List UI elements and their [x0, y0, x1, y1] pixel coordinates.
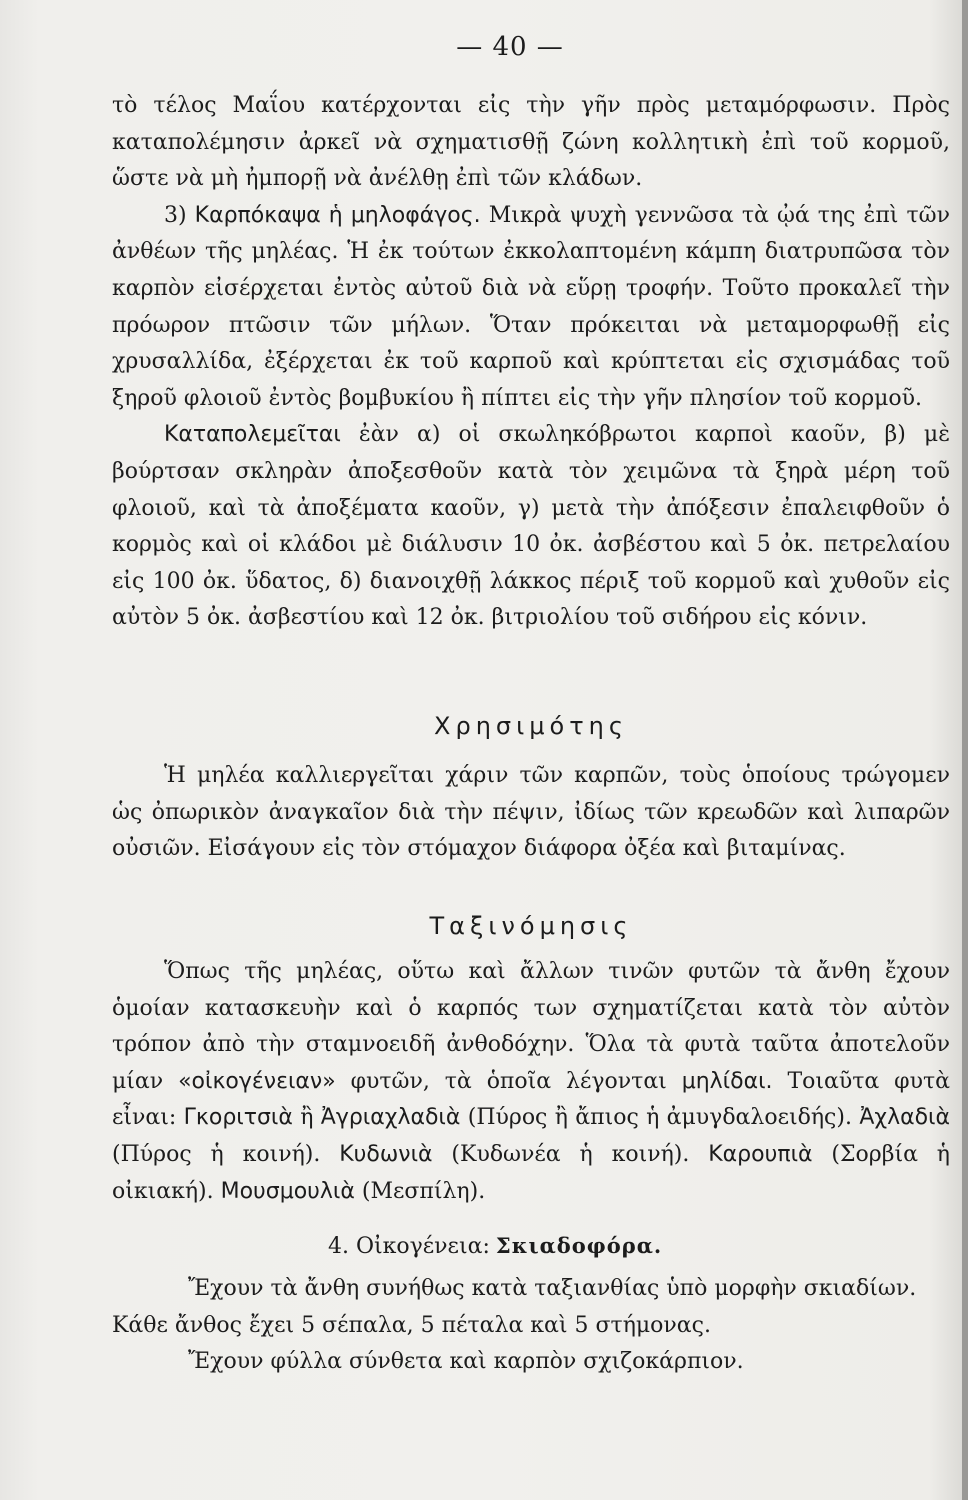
heading-usefulness: Χρησιμότης — [434, 712, 628, 740]
term-family: «οἰκογένειαν» — [178, 1068, 336, 1094]
paragraph-usefulness: Ἡ μηλέα καλλιεργεῖται χάριν τῶν καρπῶν, τοὺς ὁποίους τρώγομεν ὡς ὀπωρικὸν ἀναγκαῖον διὰ τὴν πέψιν, ἰδίως τῶν κρεωδῶν καὶ λιπαρῶν οὐσιῶν. Εἰσάγουν εἰς τὸν στόμαχον διάφορα ὀξέα καὶ βιταμίνας. — [112, 763, 950, 862]
plant-name: Ἀγριαχλαδιὰ — [320, 1105, 461, 1131]
text-segment: (Πύρος ἢ ἄπιος ἡ ἀμυγδαλοειδής). — [460, 1105, 860, 1131]
description-line: Ἔχουν φύλλα σύνθετα καὶ καρπὸν σχιζοκάρπιον. — [188, 1349, 744, 1374]
text-segment: ἢ — [292, 1105, 321, 1131]
pest-name: Καρπόκαψα ἡ μηλοφάγος. — [194, 202, 481, 228]
text-segment: (Κυδωνέα ἡ κοινή). — [432, 1141, 709, 1167]
paragraph-control — [112, 417, 950, 637]
control-description: ἐὰν α) οἱ σκωληκόβρωτοι καρποὶ καοῦν, β) μὲ βούρτσαν σκληρὰν ἀποξεσθοῦν κατὰ τὸν χειμῶνα τὰ ξηρὰ μέρη τοῦ φλοιοῦ, καὶ τὰ ἀποξέματα καοῦν, γ) μετὰ τὴν ἀπόξεσιν ἐπαλειφθοῦν ὁ κορμὸς καὶ οἱ κλάδοι μὲ διάλυσιν 10 ὀκ. ἀσβέστου καὶ 5 ὀκ. πετρελαίου εἰς 100 ὀκ. ὕδατος, δ) διανοιχθῇ λάκκος πέριξ τοῦ κορμοῦ καὶ χυθοῦν εἰς αὐτὸν 5 ὀκ. ἀσβεστίου καὶ 12 ὀκ. βιτριολίου τοῦ σιδήρου εἰς κόνιν. — [112, 422, 950, 631]
pest-section — [112, 88, 950, 637]
text-segment: (Πύρος ἡ κοινή). — [112, 1141, 340, 1167]
description-line: Κάθε ἄνθος ἔχει 5 σέπαλα, 5 πέταλα καὶ 5 στήμονας. — [112, 1312, 711, 1338]
classification-section — [112, 954, 950, 1210]
text-segment: Ὅπως τῆς μηλέας, οὕτω καὶ ἄλλων τινῶν φυτῶν τὰ ἄνθη ἔχουν ὁμοίαν κατασκευὴν καὶ ὁ καρπός των σχηματίζεται κατὰ τὸν αὐτὸν τρόπον ἀπὸ τὴν σταμνοειδῆ ἀνθοδόχην. Ὅλα τὰ φυτὰ ταῦτα ἀποτελοῦν μίαν — [112, 959, 950, 1094]
text-segment: (Σορβία ἡ οἰκιακή). — [112, 1141, 950, 1204]
page-number: — 40 — — [456, 32, 564, 62]
pest-description: Μικρὰ ψυχὴ γεννῶσα τὰ ᾠά της ἐπὶ τῶν ἀνθέων τῆς μηλέας. Ἡ ἐκ τούτων ἐκκολαπτομένη κάμπη διατρυπῶσα τὸν καρπὸν εἰσέρχεται ἐντὸς αὐτοῦ διὰ νὰ εὕρῃ τροφήν. Τοῦτο προκαλεῖ τὴν πρόωρον πτῶσιν τῶν μήλων. Ὅταν πρόκειται νὰ μεταμορφωθῇ εἰς χρυσαλλίδα, ἐξέρχεται ἐκ τοῦ καρποῦ καὶ κρύπτεται εἰς σχισμάδας τοῦ ξηροῦ φλοιοῦ ἐντὸς βομβυκίου ἢ πίπτει εἰς τὴν γῆν πλησίον τοῦ κορμοῦ. — [112, 202, 950, 411]
page-edge-shadow — [962, 0, 968, 1500]
text-segment: φυτῶν, τὰ ὁποῖα λέγονται — [335, 1068, 682, 1094]
plant-name: Κυδωνιὰ — [339, 1141, 433, 1167]
family-label: 4. Οἰκογένεια: — [328, 1234, 490, 1259]
heading-classification: Ταξινόμησις — [429, 912, 633, 940]
text-segment: (Μεσπίλη). — [354, 1178, 486, 1204]
plant-name: Ἀχλαδιὰ — [859, 1105, 950, 1131]
term-malidae: μηλίδαι. — [681, 1068, 773, 1094]
text-segment: Τοιαῦτα φυτὰ εἶναι: — [112, 1068, 950, 1131]
family-heading — [328, 1233, 662, 1259]
paragraph-carpocapsa — [112, 198, 950, 418]
plant-name: Καρουπιὰ — [708, 1141, 813, 1167]
control-term: Καταπολεμεῖται — [164, 422, 341, 448]
item-number: 3) — [164, 202, 195, 228]
paragraph-end-of-previous: τὸ τέλος Μαΐου κατέρχονται εἰς τὴν γῆν πρὸς μεταμόρφωσιν. Πρὸς καταπολέμησιν ἀρκεῖ νὰ σχηματισθῇ ζώνη κολλητικὴ ἐπὶ τοῦ κορμοῦ, ὥστε νὰ μὴ ἠμπορῇ νὰ ἀνέλθῃ ἐπὶ τῶν κλάδων. — [112, 93, 950, 192]
plant-name: Μουσμουλιὰ — [220, 1178, 355, 1204]
paragraph-classification — [112, 954, 950, 1210]
plant-name: Γκοριτσιὰ — [183, 1105, 293, 1131]
family-description — [112, 1271, 950, 1381]
description-line: Ἔχουν τὰ ἄνθη συνήθως κατὰ ταξιανθίας ὑπὸ μορφὴν σκιαδίων. — [188, 1276, 917, 1301]
usefulness-section — [112, 758, 950, 868]
family-name: Σκιαδοφόρα. — [495, 1233, 663, 1258]
